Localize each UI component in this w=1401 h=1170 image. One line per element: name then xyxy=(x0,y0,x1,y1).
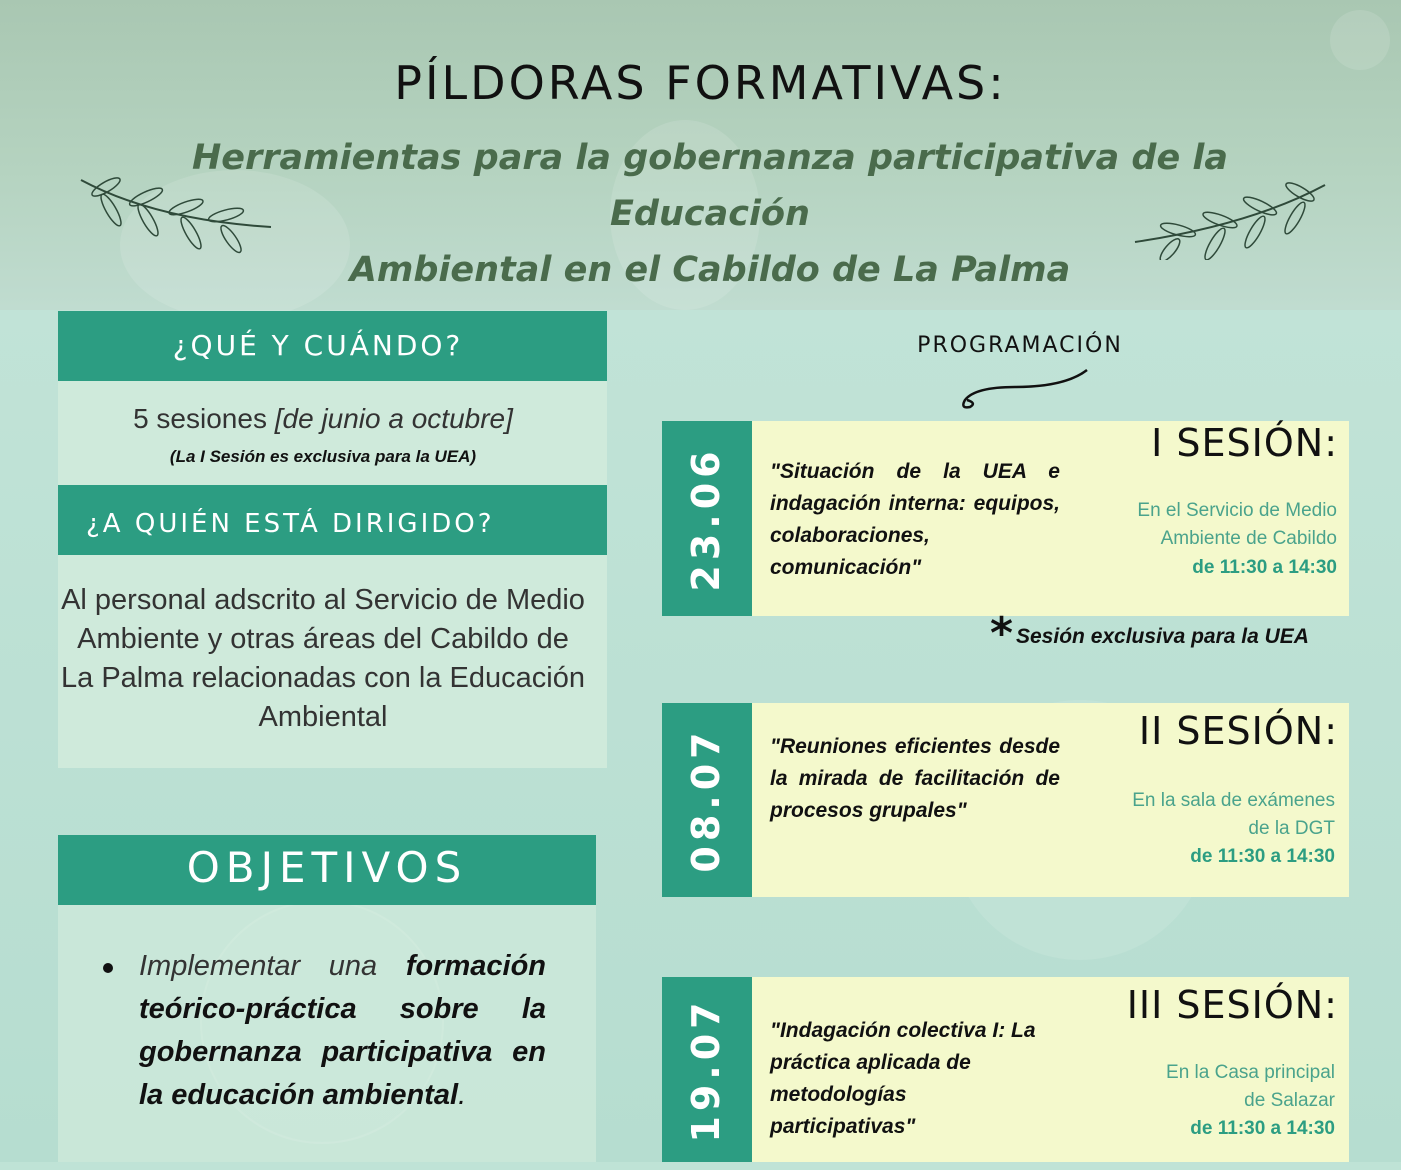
session-place-line1: En el Servicio de Medio xyxy=(1137,500,1337,521)
bullet-icon xyxy=(103,963,113,973)
session-place-line2: de Salazar xyxy=(1244,1090,1335,1111)
session-time: de 11:30 a 14:30 xyxy=(1190,846,1335,867)
subtitle-line-1: Herramientas para la gobernanza participativa de la Educación xyxy=(192,138,1228,234)
sessions-line xyxy=(58,403,588,435)
exclusive-note: Sesión exclusiva para la UEA xyxy=(1016,625,1309,648)
session-card xyxy=(662,703,1349,897)
session-time: de 11:30 a 14:30 xyxy=(1190,1118,1335,1139)
que-cuando-panel xyxy=(58,381,607,485)
session-place xyxy=(1062,1059,1335,1115)
session-date: 23.06 xyxy=(684,446,728,592)
dirigido-text: Al personal adscrito al Servicio de Medio Ambiente y otras áreas del Cabildo de La Palma relacionadas con la Educación Ambiental xyxy=(61,584,585,733)
session-name: III SESIÓN: xyxy=(1126,983,1338,1027)
session-place xyxy=(1062,497,1337,553)
objetivos-header xyxy=(58,835,596,905)
session-name: I SESIÓN: xyxy=(1151,421,1338,465)
objetivo-text-end: . xyxy=(458,1079,467,1111)
que-cuando-header xyxy=(58,311,607,381)
exclusive-asterisk: * xyxy=(990,608,1014,659)
que-cuando-heading: ¿QUÉ Y CUÁNDO? xyxy=(172,329,464,362)
dirigido-header xyxy=(58,485,607,555)
session-time: de 11:30 a 14:30 xyxy=(1192,557,1337,578)
leaf-branch-icon xyxy=(76,175,276,255)
session-place xyxy=(1062,787,1335,843)
dirigido-panel xyxy=(58,555,607,768)
programacion-label: PROGRAMACIÓN xyxy=(917,333,1123,358)
session-place-line2: de la DGT xyxy=(1248,818,1335,839)
session-date: 08.07 xyxy=(684,727,728,873)
page-title: PÍLDORAS FORMATIVAS: xyxy=(394,56,1007,110)
dirigido-heading: ¿A QUIÉN ESTÁ DIRIGIDO? xyxy=(86,509,495,539)
objetivos-panel xyxy=(58,905,596,1162)
session-card xyxy=(662,421,1349,616)
objetivo-text-2: formación teórico-práctica sobre la gobernanza participativa en la educación ambiental xyxy=(139,950,546,1111)
subtitle-line-2: Ambiental en el Cabildo de La Palma xyxy=(349,250,1071,290)
session-place-line1: En la sala de exámenes xyxy=(1132,790,1335,811)
curved-arrow-icon xyxy=(945,365,1095,415)
session-title: "Situación de la UEA e indagación interna: equipos, colaboraciones, comunicación" xyxy=(770,460,1060,579)
sessions-note: (La I Sesión es exclusiva para la UEA) xyxy=(169,447,477,466)
objetivo-text-1: Implementar una xyxy=(139,950,378,982)
objetivos-heading: OBJETIVOS xyxy=(186,843,468,892)
session-place-line1: En la Casa principal xyxy=(1166,1062,1335,1083)
session-title: "Indagación colectiva I: La práctica aplicada de metodologías participativas" xyxy=(770,1019,1036,1138)
session-name: II SESIÓN: xyxy=(1138,709,1338,753)
sessions-count: 5 sesiones xyxy=(133,403,267,434)
session-date: 19.07 xyxy=(684,997,728,1143)
session-place-line2: Ambiente de Cabildo xyxy=(1160,528,1337,549)
sessions-range: [de junio a octubre] xyxy=(274,403,513,434)
objetivos-item xyxy=(139,945,546,1117)
session-title: "Reuniones eficientes desde la mirada de facilitación de procesos grupales" xyxy=(770,735,1060,822)
session-card xyxy=(662,977,1349,1162)
leaf-branch-icon xyxy=(1130,180,1330,260)
